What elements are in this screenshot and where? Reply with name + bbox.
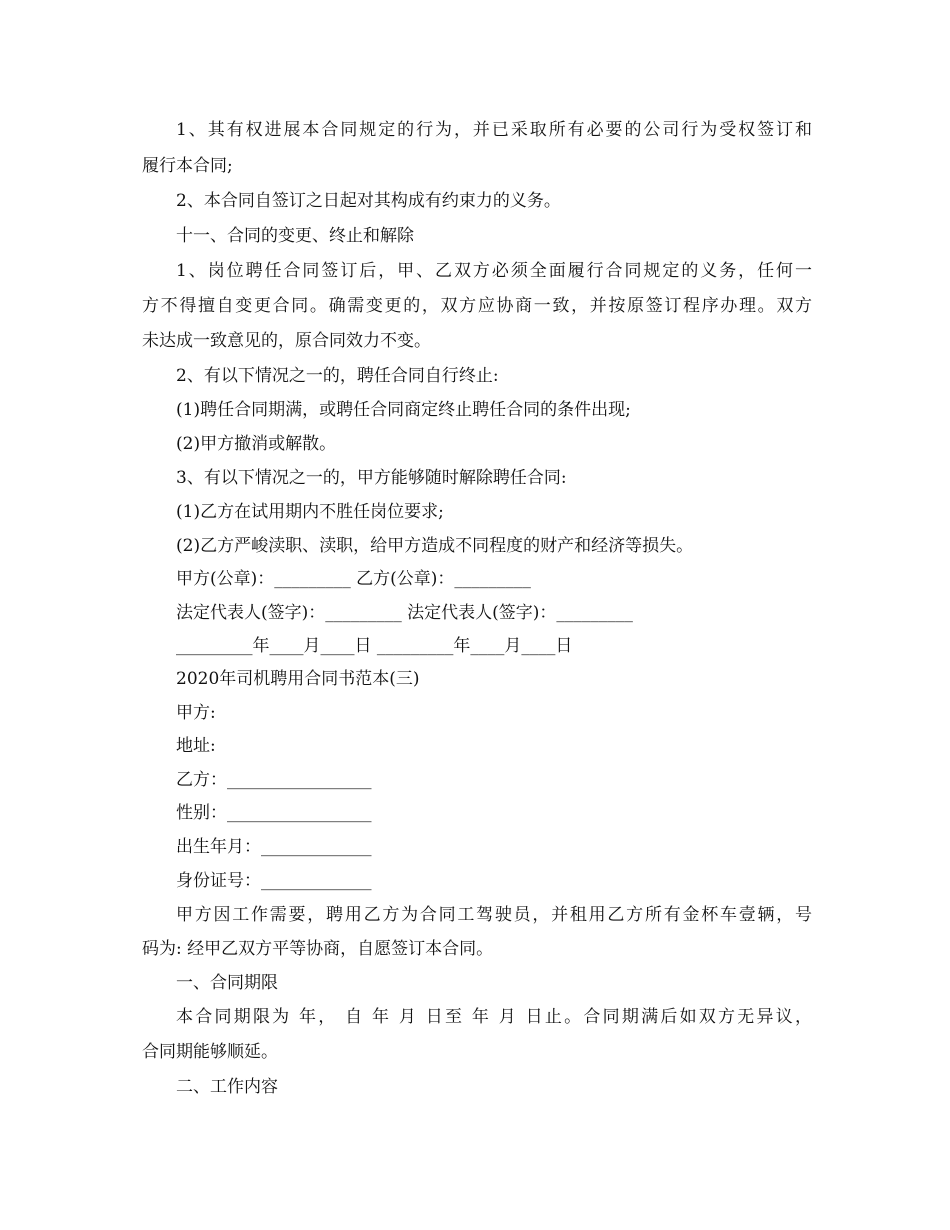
paragraph-line: 方不得擅自变更合同。确需变更的，双方应协商一致，并按原签订程序办理。双方: [142, 296, 812, 316]
paragraph-line: 甲方因工作需要，聘用乙方为合同工驾驶员，并租用乙方所有金杯车壹辆，号: [176, 905, 812, 925]
document-subtitle: 2020年司机聘用合同书范本(三): [176, 669, 420, 689]
section-heading: 二、工作内容: [176, 1077, 278, 1097]
section-heading: 一、合同期限: [176, 973, 278, 993]
paragraph-line: 合同期能够顺延。: [142, 1042, 278, 1062]
id-number-field: 身份证号：_____________: [176, 871, 372, 891]
paragraph-line: 本合同期限为 年， 自 年 月 日至 年 月 日止。合同期满后如双方无异议，: [176, 1007, 812, 1027]
paragraph-line: 1、岗位聘任合同签订后，甲、乙双方必须全面履行合同规定的义务，任何一: [176, 261, 812, 281]
gender-field: 性别：_________________: [176, 803, 372, 823]
party-a-field: 甲方:: [176, 703, 216, 723]
list-item: (2)甲方撤消或解散。: [176, 434, 337, 454]
signature-line: 法定代表人(签字)：_________ 法定代表人(签字)：_________: [176, 603, 633, 623]
paragraph-line: 码为: 经甲乙双方平等协商，自愿签订本合同。: [142, 939, 494, 959]
date-line: _________年____月____日 _________年____月____日: [176, 636, 573, 656]
paragraph-line: 2、有以下情况之一的，聘任合同自行终止:: [176, 366, 499, 386]
list-item: (2)乙方严峻渎职、渎职，给甲方造成不同程度的财产和经济等损失。: [176, 536, 694, 556]
birth-date-field: 出生年月：_____________: [176, 837, 372, 857]
address-field: 地址:: [176, 736, 216, 756]
section-heading: 十一、合同的变更、终止和解除: [176, 226, 414, 246]
list-item: (1)乙方在试用期内不胜任岗位要求;: [176, 502, 444, 522]
list-item: (1)聘任合同期满，或聘任合同商定终止聘任合同的条件出现;: [176, 400, 631, 420]
paragraph-line: 1、其有权进展本合同规定的行为，并已采取所有必要的公司行为受权签订和: [176, 120, 812, 140]
paragraph-line: 履行本合同;: [142, 156, 233, 176]
paragraph-line: 2、本合同自签订之日起对其构成有约束力的义务。: [176, 191, 561, 211]
party-b-field: 乙方：_________________: [176, 770, 372, 790]
signature-line: 甲方(公章)：_________ 乙方(公章)：_________: [176, 569, 531, 589]
paragraph-line: 未达成一致意见的，原合同效力不变。: [142, 331, 431, 351]
paragraph-line: 3、有以下情况之一的，甲方能够随时解除聘任合同:: [176, 468, 567, 488]
